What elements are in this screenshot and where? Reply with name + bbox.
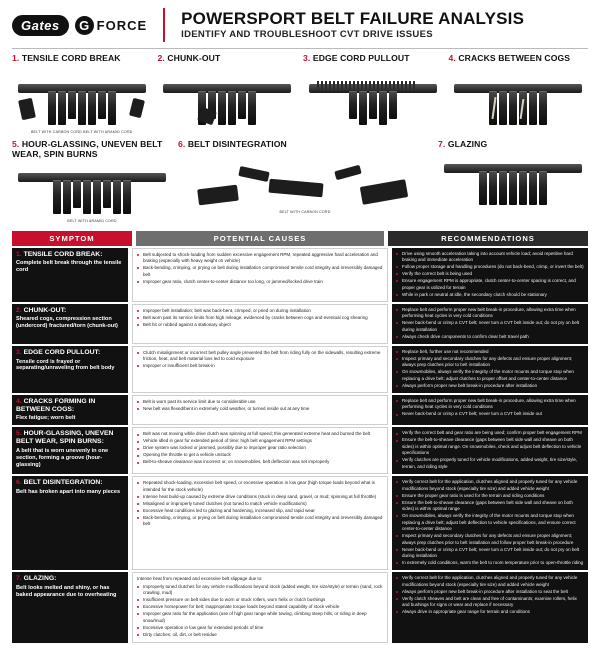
list-item: Verify clutch sheaves and belt are clean and free of contaminants; examine rollers, helix and bushings for signs or wear and replace if necessary bbox=[396, 596, 584, 609]
symptom-label: GLAZING: bbox=[23, 575, 57, 583]
list-item: Dirty clutches; oil, dirt, or belt residue bbox=[137, 632, 383, 639]
belt-illustration bbox=[303, 71, 443, 129]
causes-list bbox=[137, 308, 383, 329]
list-item: Drive system was locked or jammed, possibly due to improper gear ratio selection bbox=[137, 445, 383, 452]
symptom-label: EDGE CORD PULLOUT: bbox=[23, 348, 101, 356]
causes-list bbox=[137, 252, 383, 286]
column-header-symptom: SYMPTOM bbox=[12, 231, 132, 246]
symptom-cell bbox=[12, 476, 128, 570]
figure-image bbox=[12, 67, 152, 129]
list-item: Always perform proper new belt break-in procedure after installation bbox=[396, 383, 584, 390]
recommendations-cell bbox=[392, 572, 588, 643]
symptom-title bbox=[16, 430, 124, 446]
list-item: Improper or insufficient belt break-in bbox=[137, 363, 383, 370]
list-item: Excessive operation in low gear for extended periods of time bbox=[137, 625, 383, 632]
figure-number: 3. bbox=[303, 53, 311, 63]
list-item: Drive using smooth acceleration taking into account vehicle load; avoid repetitive hard braking and immediate acceleration bbox=[396, 251, 584, 264]
recommendations-list bbox=[396, 430, 584, 470]
symptom-title bbox=[16, 479, 124, 487]
list-item: Misaligned or improperly tuned clutches (not tuned to match vehicle modifications) bbox=[137, 501, 383, 508]
symptom-label: BELT DISINTEGRATION: bbox=[23, 478, 103, 486]
causes-intro: Intense heat from repeated and excessive belt slippage due to: bbox=[137, 576, 263, 582]
page-title: POWERSPORT BELT FAILURE ANALYSIS bbox=[181, 8, 525, 28]
list-item: In extremely cold conditions, warm the belt to room temperature prior to open-throttle riding bbox=[396, 560, 584, 567]
figure-label: TENSILE CORD BREAK bbox=[21, 53, 121, 63]
list-item: New belt was flexed/bent in extremely cold weather, or turned inside out at any time bbox=[137, 406, 383, 413]
list-item: Improper gear ratio for the application (use of high gear range while towing, climbing steep hills, or riding in deep snow/mud) bbox=[137, 611, 383, 624]
figure-title bbox=[158, 54, 298, 64]
column-header-causes: POTENTIAL CAUSES bbox=[136, 231, 384, 246]
causes-list bbox=[137, 399, 383, 413]
belt-cogs bbox=[158, 91, 298, 125]
belt-cogs bbox=[12, 180, 172, 214]
list-item: Belt is worn past its service limit due to considerable use bbox=[137, 399, 383, 406]
belt-illustration bbox=[438, 153, 588, 209]
symptom-cell bbox=[12, 248, 128, 302]
recommendations-cell bbox=[392, 395, 588, 426]
recommendations-list bbox=[396, 307, 584, 341]
list-item: Improperly tuned clutches for any vehicle modifications beyond stock (added weight, tire size/style) or terrain (sand, rock crawling, mud) bbox=[137, 584, 383, 597]
list-item: Excessive horsepower for belt; inappropriate torque loads beyond stated capability of stock vehicle bbox=[137, 604, 383, 611]
symptom-number: 7. bbox=[16, 575, 22, 583]
figure-tensile-cord-break bbox=[12, 54, 152, 134]
list-item: Excessive heat conditions led to glazing and hardening, increased slip, and rapid wear bbox=[137, 508, 383, 515]
figure-caption: BELT WITH CARBON CORD bbox=[279, 209, 331, 214]
list-item: Improper gear ratio, clutch center-to-center distance too long, or jammed/locked drive train bbox=[137, 279, 383, 286]
figure-belt-disintegration bbox=[178, 140, 432, 224]
recommendations-cell bbox=[392, 248, 588, 302]
list-item: Ensure the belt-to-sheave clearance (gaps between belt side wall and sheave on both sides) is within optimal range. On snowmobiles, check and adjust belt deflection to vehicle specifications bbox=[396, 437, 584, 457]
table-row bbox=[12, 572, 588, 643]
list-item: Improper belt installation; belt was back-bent, crimped, or pried on during installation bbox=[137, 308, 383, 315]
figure-number: 5. bbox=[12, 138, 20, 149]
symptom-description: A belt that is worn unevenly in one section, forming a groove (hour-glassing) bbox=[16, 448, 109, 468]
symptom-title bbox=[16, 251, 124, 259]
figure-label: CHUNK-OUT bbox=[167, 53, 221, 63]
table-row bbox=[12, 395, 588, 426]
list-item: Insufficient pressure on belt sides due to worn or stuck rollers, worn helix or clutch bushings bbox=[137, 597, 383, 604]
symptom-label: CHUNK-OUT: bbox=[23, 306, 67, 314]
list-item: Back-bending, crimping, or prying on belt during installation compromised tensile cord integrity and irreversibly damaged belt bbox=[137, 515, 383, 528]
figure-title bbox=[12, 54, 152, 64]
list-item: Replace belt, further use not recommended bbox=[396, 349, 584, 356]
figure-label: EDGE CORD PULLOUT bbox=[312, 53, 410, 63]
recommendations-list bbox=[396, 251, 584, 299]
list-item: Ensure the proper gear ratio is used for the terrain and riding conditions bbox=[396, 493, 584, 500]
list-item: Verify the correct belt and gear ratio are being used; confirm proper belt engagement RPM bbox=[396, 430, 584, 437]
table-header-row bbox=[12, 231, 588, 246]
symptom-label: HOUR-GLASSING, UNEVEN BELT WEAR, SPIN BURNS: bbox=[16, 430, 114, 446]
list-item: Belt was not moving while drive clutch was spinning at full speed; this generated extreme heat and burned the belt bbox=[137, 431, 383, 438]
figure-image bbox=[12, 162, 172, 218]
figure-chunk-out bbox=[158, 54, 298, 134]
list-item: Vehicle idled in gear for extended period of time; high belt engagement RPM settings bbox=[137, 438, 383, 445]
belt-cogs bbox=[449, 91, 589, 125]
figure-number: 6. bbox=[178, 138, 186, 149]
list-item: Inspect primary and secondary clutches for any defects and ensure proper alignment; always prep clutches prior to belt installation and follow proper belt break-in procedure bbox=[396, 533, 584, 546]
causes-cell bbox=[132, 476, 388, 570]
column-header-recommendations: RECOMMENDATIONS bbox=[388, 231, 588, 246]
list-item: Ensure engagement RPM is appropriate, clutch center-to-center spacing is correct, and proper gear is utilized for terrain bbox=[396, 278, 584, 291]
figure-label: GLAZING bbox=[447, 138, 488, 149]
figure-title bbox=[12, 140, 172, 159]
symptom-description: Sheared cogs, compression section (undercord) fractured/torn (chunk-out) bbox=[16, 316, 118, 330]
figure-number: 7. bbox=[438, 138, 446, 149]
list-item: Never back-bend or crimp a CVT belt; never turn a CVT belt inside out bbox=[396, 411, 584, 418]
figure-title bbox=[303, 54, 443, 64]
table-row bbox=[12, 476, 588, 570]
figure-caption bbox=[12, 130, 152, 134]
symptom-title bbox=[16, 398, 124, 414]
belt-illustration bbox=[178, 153, 432, 209]
list-item: Replace belt and perform proper new belt break-in procedure, allowing extra time when performing heat cycles in very cold conditions bbox=[396, 307, 584, 320]
symptom-label: CRACKS FORMING IN BETWEEN COGS: bbox=[16, 397, 96, 413]
causes-list bbox=[137, 584, 383, 639]
list-item: Follow proper storage and handling procedures (do not back-bend, crimp, or invert the belt) bbox=[396, 264, 584, 271]
frayed-cord bbox=[317, 81, 415, 89]
figure-number: 4. bbox=[448, 53, 456, 63]
list-item: On snowmobiles, always verify the integrity of the motor mounts and torque stop when replacing a drive belt; adjust clutches to proper offset and center-to-center distance bbox=[396, 369, 584, 382]
symptom-label: TENSILE CORD BREAK: bbox=[23, 250, 103, 258]
figure-row-2 bbox=[12, 140, 588, 224]
table-row bbox=[12, 427, 588, 474]
list-item: Opening the throttle to get a vehicle unstuck bbox=[137, 452, 383, 459]
causes-list bbox=[137, 350, 383, 370]
list-item: Verify correct belt for the application, clutches aligned and properly tuned for any vehicle modifications beyond stock (especially tire size) and added vehicle weight bbox=[396, 479, 584, 492]
symptom-description: Belt has broken apart into many pieces bbox=[16, 488, 121, 495]
list-item: Belt worn past its service limits from high mileage, evidenced by cracks between cogs and eventual cog shearing bbox=[137, 315, 383, 322]
figure-label: CRACKS BETWEEN COGS bbox=[458, 53, 571, 63]
symptom-number: 5. bbox=[16, 430, 22, 438]
recommendations-cell bbox=[392, 346, 588, 393]
list-item: Intense heat build-up caused by extreme drive conditions (stuck in deep sand, gravel, or mud; spinning at full throttle) bbox=[137, 494, 383, 501]
causes-cell bbox=[132, 572, 388, 643]
list-item: Never back-bend or crimp a CVT belt; never turn a CVT belt inside out; do not pry on belt during installation bbox=[396, 547, 584, 560]
causes-list bbox=[137, 431, 383, 466]
causes-cell bbox=[132, 304, 388, 344]
figure-edge-cord-pullout bbox=[303, 54, 443, 134]
recommendations-cell bbox=[392, 304, 588, 344]
table-row bbox=[12, 248, 588, 302]
recommendations-list bbox=[396, 398, 584, 418]
recommendations-list bbox=[396, 479, 584, 567]
symptom-title bbox=[16, 307, 124, 315]
figure-label: BELT DISINTEGRATION bbox=[187, 138, 287, 149]
symptom-number: 2. bbox=[16, 306, 22, 314]
symptom-number: 4. bbox=[16, 397, 22, 405]
belt-cogs bbox=[438, 171, 588, 205]
recommendations-list bbox=[396, 349, 584, 390]
recommendations-list bbox=[396, 575, 584, 616]
symptom-number: 6. bbox=[16, 478, 22, 486]
symptom-title bbox=[16, 349, 124, 357]
symptom-title bbox=[16, 575, 124, 583]
causes-cell bbox=[132, 346, 388, 393]
list-item: Verify the correct belt is being used bbox=[396, 271, 584, 278]
list-item: On snowmobiles, always verify the integrity of the motor mounts and torque stop when replacing a drive belt; adjust belt deflection to vehicle specifications, and ensure correct center-to-center distance bbox=[396, 513, 584, 533]
symptom-number: 3. bbox=[16, 348, 22, 356]
symptom-description: Tensile cord is frayed or separating/unraveling from belt body bbox=[16, 358, 115, 372]
figure-title bbox=[438, 140, 588, 150]
list-item: Belt hit or rubbed against a stationary object bbox=[137, 322, 383, 329]
gates-logo: Gates bbox=[12, 15, 69, 36]
gforce-logo bbox=[75, 16, 148, 35]
brand-block bbox=[12, 15, 147, 36]
figure-caption: BELT WITH ARAMID CORD bbox=[67, 219, 117, 224]
list-item: Belt subjected to shock-loading from sudden excessive engagement RPM, repeated aggressive hard acceleration and braking (especially with heavy weight on vehicle) bbox=[137, 252, 383, 265]
list-item: Clutch misalignment or incorrect belt pulley angle prevented the belt from riding fully on the sidewalls, resulting extreme friction, heat, and belt material loss led to cord exposure bbox=[137, 350, 383, 363]
list-item: While in park or neutral at idle, the secondary clutch should be stationary bbox=[396, 292, 584, 299]
figure-label: HOUR-GLASSING, UNEVEN BELT WEAR, SPIN BURNS bbox=[12, 138, 163, 159]
symptom-cell bbox=[12, 395, 128, 426]
causes-cell bbox=[132, 427, 388, 474]
list-item: Repeated shock-loading, excessive belt speed, or excessive operation in low gear (high torque loads beyond what is intended for the stock vehicle) bbox=[137, 480, 383, 493]
figure-image bbox=[438, 153, 588, 209]
symptom-description: Flex fatigue; worn belt bbox=[16, 415, 76, 422]
recommendations-cell bbox=[392, 476, 588, 570]
figure-image bbox=[449, 67, 589, 129]
belt-illustration bbox=[12, 71, 152, 129]
causes-list bbox=[137, 480, 383, 528]
list-item: Inspect primary and secondary clutches for any defects and ensure proper alignment; always prep clutches prior to belt installation bbox=[396, 356, 584, 369]
recommendations-cell bbox=[392, 427, 588, 474]
list-item: Replace belt and perform proper new belt break-in procedure, allowing extra time when performing heat cycles in very cold conditions bbox=[396, 398, 584, 411]
belt-illustration bbox=[158, 71, 298, 129]
document-header bbox=[8, 6, 592, 48]
symptom-description: Complete belt break through the tensile cord bbox=[16, 260, 122, 274]
gforce-g-icon: G bbox=[75, 16, 94, 35]
figure-cracks-between-cogs bbox=[449, 54, 589, 134]
table-row bbox=[12, 304, 588, 344]
figure-image bbox=[158, 67, 298, 129]
belt-cogs bbox=[303, 91, 443, 125]
figure-row-1 bbox=[12, 54, 588, 134]
list-item: Back-bending, crimping, or prying on belt during installation compromised tensile cord integrity and irreversibly damaged belt bbox=[137, 265, 383, 278]
figure-image bbox=[178, 153, 432, 209]
failure-analysis-table bbox=[8, 231, 592, 643]
figure-gallery bbox=[8, 54, 592, 224]
symptom-number: 1. bbox=[16, 250, 22, 258]
page-subtitle: IDENTIFY AND TROUBLESHOOT CVT DRIVE ISSUES bbox=[181, 29, 433, 41]
list-item: Verify clutches are properly tuned for vehicle modifications, added weight, tire size/style, terrain, and riding style bbox=[396, 457, 584, 470]
document-footer bbox=[8, 643, 592, 651]
gforce-word: FORCE bbox=[96, 17, 148, 33]
belt-illustration bbox=[449, 71, 589, 129]
symptom-cell bbox=[12, 427, 128, 474]
figure-title bbox=[449, 54, 589, 64]
causes-cell bbox=[132, 395, 388, 426]
causes-cell bbox=[132, 248, 388, 302]
list-item: Verify correct belt for the application, clutches aligned and properly tuned for any vehicle modifications beyond stock (especially tire size) and added vehicle weight bbox=[396, 575, 584, 588]
figure-number: 2. bbox=[157, 53, 165, 63]
caption-left: BELT WITH CARBON CORD bbox=[30, 129, 82, 134]
figure-image bbox=[303, 67, 443, 129]
symptom-description: Belt looks melted and shiny, or has baked appearance due to overheating bbox=[16, 585, 117, 598]
figure-title bbox=[178, 140, 432, 150]
list-item: Always check drive components to confirm clear belt travel path bbox=[396, 334, 584, 341]
figure-number: 1. bbox=[12, 53, 20, 63]
list-item: Never back-bend or crimp a CVT belt; never turn a CVT belt inside out; do not pry on belt during installation bbox=[396, 320, 584, 333]
caption-right: BELT WITH ARAMID CORD bbox=[83, 129, 133, 134]
figure-hour-glassing bbox=[12, 140, 172, 224]
list-item: Belt-to-sheave clearance was incorrect or, on snowmobiles, belt deflection was set improperly bbox=[137, 459, 383, 466]
symptom-cell bbox=[12, 346, 128, 393]
list-item: Always drive in appropriate gear range for terrain and conditions bbox=[396, 609, 584, 616]
header-divider bbox=[163, 8, 165, 42]
list-item: Ensure the belt-to-sheave clearance (gaps between belt side wall and sheave on both sides) is within optimal range bbox=[396, 500, 584, 513]
list-item: Always perform proper new belt break-in procedure after installation to seat the belt bbox=[396, 589, 584, 596]
header-rule bbox=[12, 48, 588, 49]
figure-glazing bbox=[438, 140, 588, 224]
symptom-cell bbox=[12, 304, 128, 344]
belt-illustration bbox=[12, 162, 172, 218]
header-titles bbox=[181, 10, 588, 41]
symptom-cell bbox=[12, 572, 128, 643]
table-row bbox=[12, 346, 588, 393]
